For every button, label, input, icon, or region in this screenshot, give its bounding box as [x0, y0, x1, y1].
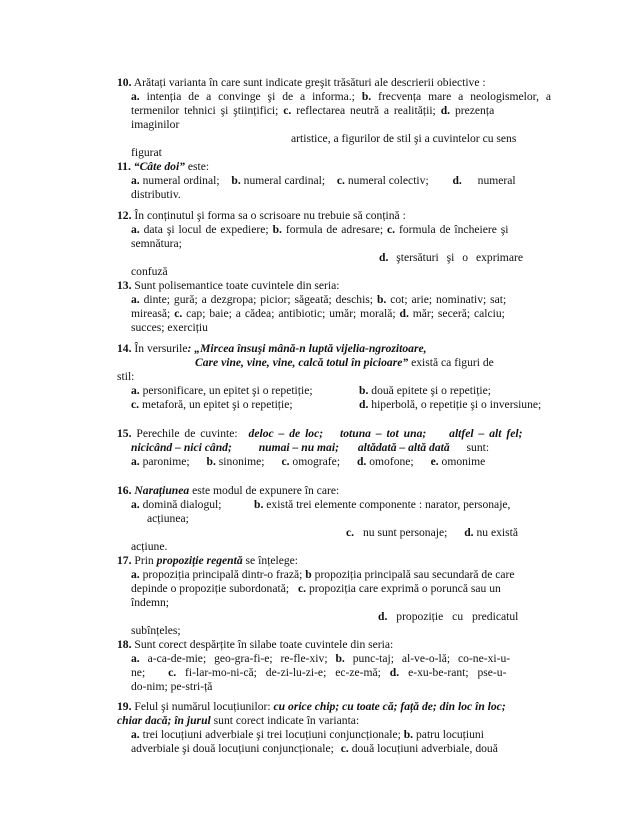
option-d-label: d.	[389, 666, 400, 679]
option-c-label: c.	[346, 526, 355, 539]
option-c-label: c.	[281, 455, 290, 468]
option-c-label: c.	[298, 582, 307, 595]
option-b-label: b	[305, 568, 312, 581]
question-text: este:	[187, 160, 210, 173]
option-a-text: numeral ordinal;	[142, 174, 220, 187]
question-10-line: artistice, a figurilor de stil şi a cuvintelor cu sens	[291, 132, 517, 145]
question-12-options-line	[131, 223, 509, 237]
option-b-text: propoziția principală sau secundară de care	[314, 568, 515, 581]
question-number: 14.	[117, 342, 132, 355]
option-e-label: e.	[430, 455, 439, 468]
option-a-label: a.	[131, 293, 140, 306]
option-b-text: cot; arie; nominativ; sat;	[390, 293, 507, 306]
option-c-label: c.	[336, 174, 345, 187]
question-18-options-line	[131, 666, 506, 680]
option-text: depinde o propoziție subordonată;	[131, 582, 290, 595]
question-17-line: îndemn;	[131, 596, 169, 609]
option-a-text: domină dialogul;	[142, 498, 222, 511]
question-14-options-line	[131, 398, 293, 412]
question-10-options-line	[131, 90, 552, 104]
option-c-text: cap; baie; a cădea; antibiotic; umăr; morală;	[186, 307, 396, 320]
question-14-options-line	[359, 384, 491, 398]
question-text: În conținutul şi forma sa o scrisoare nu trebuie să conțină :	[134, 209, 406, 222]
option-b-text: patru locuțiuni	[416, 728, 484, 741]
option-d-text: prezența	[454, 104, 495, 117]
word-pair: totuna – tot una;	[340, 427, 427, 440]
question-17-options-line	[131, 582, 501, 596]
question-term: propoziție regentă	[156, 554, 243, 567]
option-d-text: hiperbolă, o repetiție şi o inversiune;	[371, 398, 542, 411]
option-c-text: nu sunt personaje;	[362, 526, 448, 539]
option-d-label: d.	[379, 251, 389, 264]
option-d-text: omofone;	[369, 455, 414, 468]
option-text: adverbiale şi două locuțiuni conjuncționale;	[131, 742, 334, 755]
option-b-label: b.	[272, 223, 282, 236]
option-c-label: c.	[174, 307, 183, 320]
option-d-label: d.	[356, 455, 367, 468]
question-text: sunt:	[466, 441, 490, 454]
option-d-text: ştersături şi o exprimare	[396, 251, 523, 264]
question-17-line: subînțeles;	[131, 624, 181, 637]
option-a-text: personificare, un epitet şi o repetiție;	[142, 384, 313, 397]
question-text: Sunt corect despărțite în silabe toate cuvintele din seria:	[134, 638, 394, 651]
option-c-text: metaforă, un epitet şi o repetiție;	[141, 398, 293, 411]
option-d-label: d.	[378, 610, 388, 623]
option-d-text: e-xu-be-rant; pse-u-	[408, 666, 507, 679]
question-18-line: do-nim; pe-stri-ță	[131, 680, 213, 693]
question-14-options-line	[359, 398, 541, 412]
option-d-label: d.	[399, 307, 409, 320]
question-10-stem	[117, 76, 486, 90]
option-c-text: fi-lar-mo-ni-că; de-zi-lu-zi-e; ec-ze-mă;	[185, 666, 381, 679]
question-14-stem	[117, 342, 427, 356]
question-10-options-line	[131, 104, 521, 118]
verse-line-2: Care vine, vine, vine, calcă totul în picioare”	[195, 356, 409, 369]
question-16-stem	[117, 484, 339, 498]
question-15-pairs-line	[131, 441, 489, 455]
question-17-stem	[117, 554, 298, 568]
option-a-text: data şi locul de expediere;	[143, 223, 269, 236]
question-term: “Câte doi”	[133, 160, 185, 173]
option-b-label: b.	[254, 498, 264, 511]
word-pair: numai – nu mai;	[258, 441, 339, 454]
question-text: este modul de expunere în care:	[192, 484, 340, 497]
question-12-line: confuză	[131, 265, 168, 278]
question-term: Narațiunea	[134, 484, 190, 497]
question-14-options-line	[131, 384, 313, 398]
question-number: 17.	[117, 554, 132, 567]
question-13-options-line	[131, 307, 505, 321]
word-pair: deloc – de loc;	[248, 427, 324, 440]
option-c-label: c.	[168, 666, 177, 679]
option-c-label: c.	[131, 398, 140, 411]
option-d-text: propoziție cu predicatul	[396, 610, 519, 623]
option-b-text: punc-taj; al-ve-o-lă; co-ne-xi-u-	[352, 652, 511, 665]
question-text: Prin	[134, 554, 154, 567]
option-c-text: omografe;	[292, 455, 341, 468]
option-b-text: numeral cardinal;	[243, 174, 326, 187]
option-c-label: c.	[283, 104, 292, 117]
option-d-text: nu există	[476, 526, 519, 539]
option-b-text: formula de adresare;	[285, 223, 384, 236]
option-text: mireasă;	[131, 307, 171, 320]
question-14-verse	[195, 356, 494, 370]
question-11-line: distributiv.	[131, 188, 181, 201]
option-a-label: a.	[131, 90, 140, 103]
option-b-text: două epitete şi o repetiție;	[371, 384, 492, 397]
option-c-text: două locuțiuni adverbiale, două	[351, 742, 498, 755]
question-13-line: succes; exercițiu	[131, 321, 208, 334]
option-a-label: a.	[131, 223, 140, 236]
word-pair: altfel – alt fel;	[449, 427, 523, 440]
question-12-stem	[117, 209, 406, 223]
option-b-text: frecvența mare a neologismelor, a	[378, 90, 552, 103]
question-18-options-line	[131, 652, 510, 666]
question-number: 12.	[117, 209, 132, 222]
option-a-label: a.	[131, 498, 140, 511]
option-a-label: a.	[131, 174, 140, 187]
question-16-line: acțiunea;	[147, 512, 189, 525]
question-text: Felul şi numărul locuțiunilor:	[134, 700, 271, 713]
question-10-line: figurat	[131, 146, 162, 159]
option-a-label: a.	[131, 384, 140, 397]
question-number: 10.	[117, 76, 132, 89]
question-17-options-line	[378, 610, 518, 624]
question-term: cu orice chip; cu toate că; față de; din loc în loc;	[273, 700, 506, 713]
option-c-text: propoziția care exprimă o poruncă sau un	[308, 582, 501, 595]
question-number: 13.	[117, 279, 132, 292]
option-d-text: măr; seceră; calciu;	[412, 307, 505, 320]
option-b-label: b.	[231, 174, 241, 187]
verse-line-1: : „Mircea însuşi mână-n luptă vijelia-ngrozitoare,	[187, 342, 427, 355]
question-17-options-line	[131, 568, 515, 582]
question-13-options-line	[131, 293, 506, 307]
question-16-options-line	[131, 498, 222, 512]
option-c-label: c.	[387, 223, 396, 236]
question-text: se înțelege:	[245, 554, 299, 567]
word-pair: altădată – altă dată	[357, 441, 450, 454]
option-a-text: trei locuțiuni adverbiale şi trei locuțiuni conjuncționale;	[142, 728, 401, 741]
question-number: 16.	[117, 484, 132, 497]
question-text: Arătați varianta în care sunt indicate greşit trăsături ale descrierii obiective :	[133, 76, 486, 89]
question-text: Sunt polisemantice toate cuvintele din seria:	[134, 279, 340, 292]
question-13-stem	[117, 279, 340, 293]
option-c-text: formula de încheiere şi	[398, 223, 509, 236]
question-16-options-line	[346, 526, 518, 540]
option-b-label: b.	[335, 652, 345, 665]
question-15-options-line	[131, 455, 485, 469]
question-19-options-line	[131, 742, 498, 756]
option-d-label: d.	[452, 174, 462, 187]
option-d-text: numeral	[477, 174, 516, 187]
question-19-stem	[117, 700, 506, 714]
option-a-text: propoziția principală dintr-o frază;	[142, 568, 303, 581]
word-pair: nicicând – nici când;	[131, 441, 232, 454]
question-10-line: imaginilor	[131, 118, 180, 131]
option-d-label: d.	[440, 104, 451, 117]
question-text: există ca figuri de	[411, 356, 494, 369]
question-12-line: semnătura;	[131, 237, 182, 250]
option-a-label: a.	[131, 568, 140, 581]
option-b-label: b.	[361, 90, 372, 103]
option-b-label: b.	[359, 384, 369, 397]
question-16-options-line	[254, 498, 510, 512]
question-14-line: stil:	[117, 370, 135, 383]
option-d-label: d.	[464, 526, 474, 539]
option-a-text: dinte; gură; a dezgropa; picior; săgeată; deschis;	[143, 293, 374, 306]
question-16-line: acțiune.	[131, 540, 168, 553]
option-c-text: reflectarea neutră a realității;	[296, 104, 436, 117]
question-15-stem	[117, 427, 522, 441]
option-c-text: numeral colectiv;	[347, 174, 429, 187]
question-text: Perechile de cuvinte:	[136, 427, 238, 440]
option-a-label: a.	[131, 455, 140, 468]
option-c-label: c.	[340, 742, 349, 755]
option-b-label: b.	[206, 455, 216, 468]
option-b-text: sinonime;	[218, 455, 265, 468]
option-a-label: a.	[131, 652, 140, 665]
question-11-options-line	[131, 174, 516, 188]
question-19-options-line	[131, 728, 484, 742]
question-11-stem	[117, 160, 209, 174]
option-a-text: a-ca-de-mie; geo-gra-fi-e; re-fle-xiv;	[147, 652, 328, 665]
option-b-text: există trei elemente componente : narator, personaje,	[266, 498, 511, 511]
question-18-stem	[117, 638, 393, 652]
option-e-text: omonime	[441, 455, 486, 468]
option-a-label: a.	[131, 728, 140, 741]
option-a-text: paronime;	[142, 455, 190, 468]
question-number: 11.	[117, 160, 131, 173]
option-b-label: b.	[376, 293, 387, 306]
option-b-label: b.	[403, 728, 414, 741]
question-number: 18.	[117, 638, 132, 651]
question-text: sunt corect indicate în varianta:	[213, 714, 360, 727]
option-text: termenilor tehnici şi ştiințifici;	[131, 104, 279, 117]
question-19-stem-cont	[117, 714, 359, 728]
option-a-text: intenția de a convinge şi de a informa.;	[146, 90, 355, 103]
option-d-label: d.	[359, 398, 369, 411]
question-number: 19.	[117, 700, 132, 713]
question-term: chiar dacă; în jurul	[117, 714, 211, 727]
question-number: 15.	[117, 427, 132, 440]
question-12-options-line	[379, 251, 523, 265]
option-text: ne;	[131, 666, 146, 679]
question-text: În versurile	[134, 342, 188, 355]
